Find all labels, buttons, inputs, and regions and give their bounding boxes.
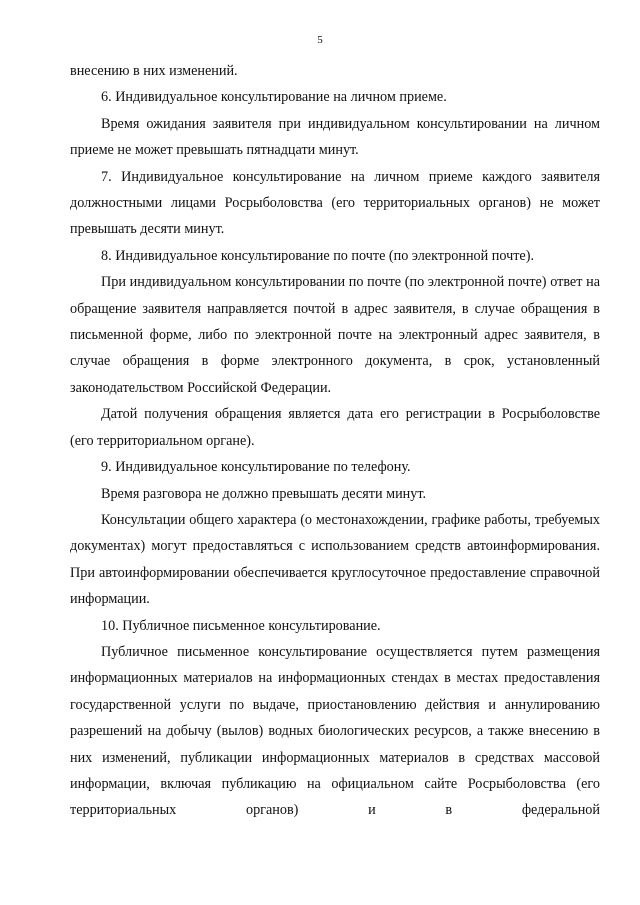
paragraph-item-8-date: Датой получения обращения является дата его регистрации в Росрыболовстве (его территориальном органе).	[70, 406, 600, 449]
document-body	[70, 58, 600, 824]
paragraph-item-9-duration: Время разговора не должно превышать десяти минут.	[101, 485, 427, 502]
paragraph-item-6-text: Время ожидания заявителя при индивидуальном консультировании на личном приеме не может превышать пятнадцати минут.	[70, 115, 600, 159]
paragraph-item-9-heading: 9. Индивидуальное консультирование по телефону.	[101, 459, 411, 476]
paragraph-item-10-heading: 10. Публичное письменное консультирование.	[101, 617, 381, 634]
paragraph-continuation: внесению в них изменений.	[70, 63, 238, 79]
paragraph-item-6-heading: 6. Индивидуальное консультирование на личном приеме.	[101, 89, 447, 106]
paragraph-item-9-text: Консультации общего характера (о местонахождении, графике работы, требуемых документах) могут предоставляться с использованием средств автоинформирования. При автоинформировании обеспечивается круглосуточное предоставление справочной информации.	[70, 511, 600, 608]
paragraph-item-8-heading: 8. Индивидуальное консультирование по почте (по электронной почте).	[101, 247, 534, 264]
paragraph-item-7: 7. Индивидуальное консультирование на личном приеме каждого заявителя должностными лицами Росрыболовства (его территориальных органов) не может превышать десяти минут.	[70, 168, 600, 238]
paragraph-item-10-text: Публичное письменное консультирование осуществляется путем размещения информационных материалов на информационных стендах в местах предоставления государственной услуги по выдаче, приостановлению действия и аннулированию разрешений на добычу (вылов) водных биологических ресурсов, а также внесению в них изменений, публикации информационных материалов в средствах массовой информации, включая публикацию на официальном сайте Росрыболовства (его территориальных органов) и в федеральной	[70, 643, 600, 819]
page-number: 5	[317, 34, 323, 46]
paragraph-item-8-text: При индивидуальном консультировании по почте (по электронной почте) ответ на обращение заявителя направляется почтой в адрес заявителя, в случае обращения в письменной форме, либо по электронной почте на электронный адрес заявителя, в случае обращения в форме электронного документа, в срок, установленный законодательством Российской Федерации.	[70, 274, 600, 396]
